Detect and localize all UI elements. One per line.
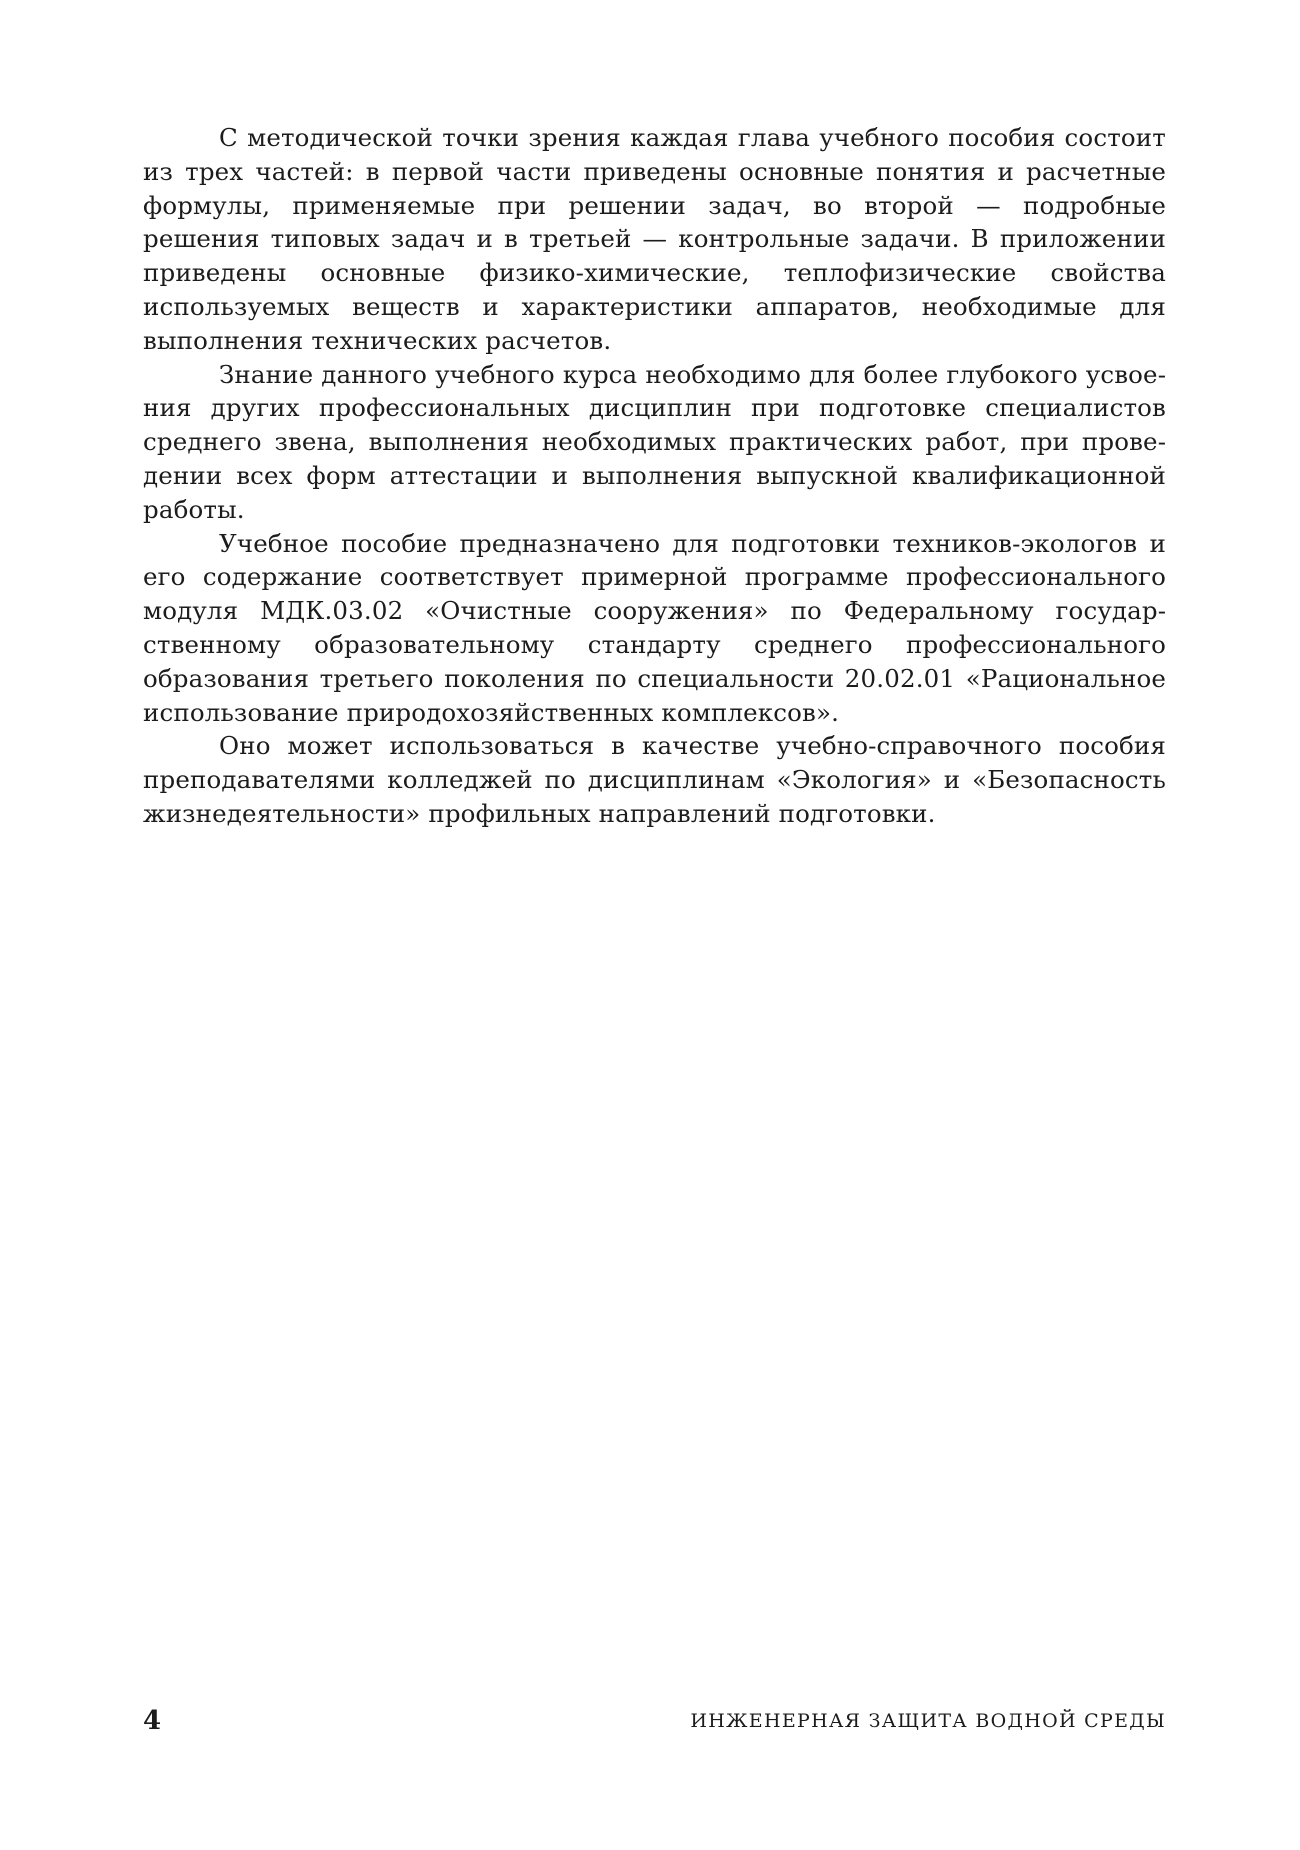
paragraph-usage: Оно может использоваться в качестве учебно-справочного пособия преподавателями колледжей по дисциплинам «Экология» и «Безопасность жизнедеятельности» профильных направлений подготовки. xyxy=(143,731,1166,828)
paragraph-methodology: С методической точки зрения каждая глава учебного пособия состоит из трех частей: в первой части приведены основные понятия и расчетные формулы, применяемые при решении задач, во второй — подробные решения типовых задач и в третьей — контрольные задачи. В приложении приведены основные физико-химические, теплофизические свойства используемых веществ и характеристики аппаратов, необходимые для выполнения технических расчетов. xyxy=(143,123,1166,355)
paragraph-course-knowledge: Знание данного учебного курса необходимо для более глубокого усвоения других профессиональных дисциплин при подготовке специалистов среднего звена, выполнения необходимых практических работ, при проведении всех форм аттестации и выполнения выпускной квалификационной работы. xyxy=(143,359,1166,524)
running-title: ИНЖЕНЕРНАЯ ЗАЩИТА ВОДНОЙ СРЕДЫ xyxy=(690,1710,1166,1732)
page-number: 4 xyxy=(143,1706,162,1736)
paragraph-purpose: Учебное пособие предназначено для подготовки техников-экологов и его содержание соответствует примерной программе профессионального модуля МДК.03.02 «Очистные сооружения» по Федеральному государственному образовательному стандарту среднего профессионального образования третьего поколения по специальности 20.02.01 «Рациональное использование природохозяйственных комплексов». xyxy=(143,528,1166,727)
body-text xyxy=(143,121,1166,831)
page-footer xyxy=(143,1704,1166,1738)
